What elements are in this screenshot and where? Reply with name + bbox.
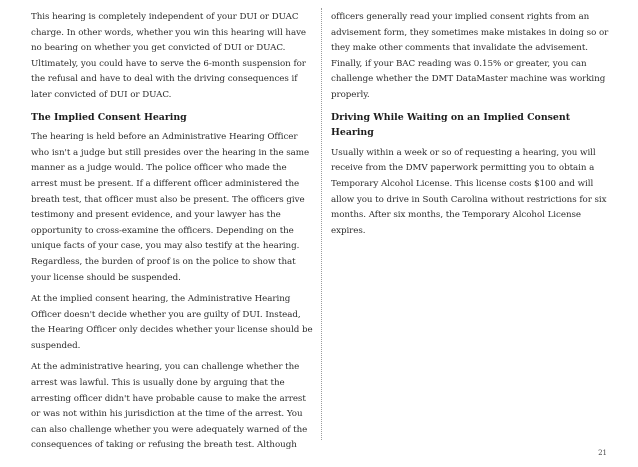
paragraph-temporary-license: Usually within a week or so of requesting a hearing, you will receive from the DMV paperwork permitting you to obtain a Temporary Alcohol License. This license costs $100 and will allow you to drive in South Carolina without restrictions for six months. After six months, the Temporary Alcohol License expires.	[331, 147, 607, 236]
heading-implied-consent-hearing: The Implied Consent Hearing	[31, 111, 187, 123]
paragraph-challenge-arrest: At the administrative hearing, you can challenge whether the arrest was lawful. This is usually done by arguing that the arresting officer didn't have probable cause to make the arrest or was not within his jurisdiction at the time of the arrest. You can also challenge whether you were adequately warned of the consequences of taking or refusing the breath test. Although	[31, 362, 308, 451]
paragraph-independent-hearing: This hearing is completely independent of your DUI or DUAC charge. In other words, whether you win this hearing will have no bearing on whether you get convicted of DUI or DUAC. Ultimately, you could have to serve the 6-month suspension for the refusal and have to deal with the driving consequences if later convicted of DUI or DUAC.	[31, 12, 307, 100]
paragraph-advisement-form: officers generally read your implied consent rights from an advisement form, they sometimes make mistakes in doing so or they make other comments that invalidate the advisement. Finally, if your BAC reading was 0.15% or greater, you can challenge whether the DMT DataMaster machine was working properly.	[331, 12, 609, 100]
paragraph-hearing-officer: The hearing is held before an Administrative Hearing Officer who isn't a judge but still presides over the hearing in the same manner as a judge would. The police officer who made the arrest must be present. If a different officer administered the breath test, that officer must also be present. The officers give testimony and present evidence, and your lawyer has the opportunity to cross-examine the officers. Depending on the unique facts of your case, you may also testify at the hearing. Regardless, the burden of proof is on the police to show that your license should be suspended.	[31, 132, 310, 283]
column-divider	[321, 8, 322, 440]
heading-driving-while-waiting: Driving While Waiting on an Implied Consent Hearing	[331, 111, 571, 139]
paragraph-officer-decides: At the implied consent hearing, the Administrative Hearing Officer doesn't decide whether you are guilty of DUI. Instead, the Hearing Officer only decides whether your license should be suspended.	[31, 294, 313, 351]
left-column	[31, 10, 314, 460]
right-column	[331, 10, 611, 245]
page-number: 21	[598, 449, 607, 457]
